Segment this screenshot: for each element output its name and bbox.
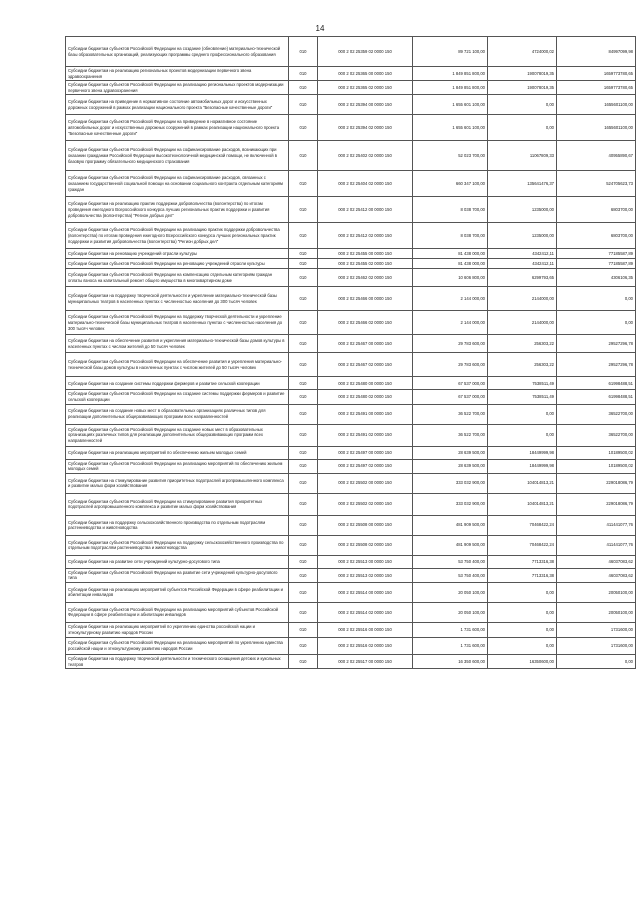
table-row	[66, 637, 636, 654]
row-plan: 2 144 000,00	[413, 287, 488, 311]
row-code: 010	[289, 582, 318, 602]
row-code: 010	[289, 249, 318, 259]
row-executed: 256303,22	[488, 353, 557, 377]
row-name: Субсидии бюджетам на реализацию мероприятий по обеспечению жильем молодых семей	[66, 446, 289, 459]
row-kbk: 000 2 02 25466 00 0000 150	[318, 287, 413, 311]
row-kbk: 000 2 02 25514 02 0000 150	[318, 602, 413, 622]
row-name: Субсидии бюджетам субъектов Российской Федерации на создание новых мест в образовательных организациях различных типов для реализации дополнительных общеразвивающих программ всех направленностей	[66, 424, 289, 446]
row-executed: 0,00	[488, 424, 557, 446]
row-code: 010	[289, 269, 318, 287]
row-executed: 0,00	[488, 95, 557, 115]
row-kbk: 000 2 02 25480 00 0000 150	[318, 377, 413, 390]
row-plan: 81 438 000,00	[413, 259, 488, 269]
table-body	[66, 37, 636, 669]
row-remaining: 46037083,62	[557, 555, 636, 568]
row-plan: 481 909 500,00	[413, 535, 488, 555]
row-plan: 8 038 700,00	[413, 223, 488, 249]
table-row	[66, 287, 636, 311]
row-executed: 70468422,24	[488, 515, 557, 535]
table-row	[66, 493, 636, 515]
row-remaining: 29527296,78	[557, 335, 636, 353]
row-executed: 11067809,33	[488, 141, 557, 171]
row-name: Субсидии бюджетам на создание новых мест в образовательных организациях различных типов для реализации дополнительных общеразвивающих программ всех направленностей	[66, 404, 289, 424]
row-code: 010	[289, 568, 318, 582]
row-executed: 16350600,00	[488, 654, 557, 668]
row-kbk: 000 2 02 25359 02 0000 150	[318, 37, 413, 67]
row-name: Субсидии бюджетам на поддержку творческой деятельности и технического оснащения детских и кукольных театров	[66, 654, 289, 668]
row-remaining: 1659773780,65	[557, 81, 636, 95]
table-row	[66, 37, 636, 67]
row-name: Субсидии бюджетам на реализацию мероприятий субъектов Российской Федерации в сфере реабилитации и абилитации инвалидов	[66, 582, 289, 602]
row-executed: 0,00	[488, 582, 557, 602]
row-remaining: 1655601100,00	[557, 115, 636, 141]
table-row	[66, 473, 636, 493]
row-executed: 0,00	[488, 622, 557, 637]
row-kbk: 000 2 02 25365 02 0000 150	[318, 81, 413, 95]
row-code: 010	[289, 654, 318, 668]
row-kbk: 000 2 02 25508 02 0000 150	[318, 535, 413, 555]
row-name: Субсидии бюджетам субъектов Российской Федерации на приведение в нормативное состояние автомобильных дорог и искусственных дорожных сооружений в рамках реализации национального проекта "Безопасные качественные дороги"	[66, 115, 289, 141]
row-code: 010	[289, 287, 318, 311]
row-plan: 1 849 851 800,00	[413, 67, 488, 81]
table-row	[66, 115, 636, 141]
row-code: 010	[289, 622, 318, 637]
row-name: Субсидии бюджетам на реализацию региональных проектов модернизации первичного звена здравоохранения	[66, 67, 289, 81]
row-plan: 29 783 600,00	[413, 353, 488, 377]
row-kbk: 000 2 02 25513 00 0000 150	[318, 555, 413, 568]
row-remaining: 4306106,35	[557, 269, 636, 287]
row-executed: 7538511,49	[488, 390, 557, 404]
table-row	[66, 446, 636, 459]
row-name: Субсидии бюджетам на реновацию учреждений отрасли культуры	[66, 249, 289, 259]
row-remaining: 84997099,98	[557, 37, 636, 67]
row-code: 010	[289, 81, 318, 95]
row-remaining: 411441077,76	[557, 515, 636, 535]
row-code: 010	[289, 171, 318, 197]
table-row	[66, 81, 636, 95]
row-name: Субсидии бюджетам субъектов Российской Федерации на реализацию мероприятий по обеспечению жильем молодых семей	[66, 459, 289, 473]
row-remaining: 229018086,79	[557, 493, 636, 515]
row-plan: 660 347 100,00	[413, 171, 488, 197]
row-remaining: 1655601100,00	[557, 95, 636, 115]
row-name: Субсидии бюджетам на стимулирование развития приоритетных подотраслей агропромышленного комплекса и развитие малых форм хозяйствования	[66, 473, 289, 493]
row-name: Субсидии бюджетам на поддержку творческой деятельности и укрепление материально-технической базы муниципальных театров в населенных пунктах с численностью населения до 300 тысяч человек	[66, 287, 289, 311]
row-code: 010	[289, 197, 318, 223]
row-plan: 481 909 500,00	[413, 515, 488, 535]
row-name: Субсидии бюджетам субъектов Российской Федерации на реновацию учреждений отрасли культуры	[66, 259, 289, 269]
row-name: Субсидии бюджетам субъектов Российской Федерации на поддержку творческой деятельности и укрепление материально-технической базы муниципальных театров в населенных пунктах с численностью населения до 300 тысяч человек	[66, 311, 289, 335]
row-plan: 20 050 100,00	[413, 582, 488, 602]
row-plan: 53 750 400,00	[413, 555, 488, 568]
row-remaining: 229018086,79	[557, 473, 636, 493]
row-executed: 2144000,00	[488, 287, 557, 311]
row-name: Субсидии бюджетам субъектов Российской Федерации на стимулирование развития приоритетных подотраслей агропромышленного комплекса и развитие малых форм хозяйствования	[66, 493, 289, 515]
row-plan: 20 050 100,00	[413, 602, 488, 622]
row-remaining: 77185587,89	[557, 259, 636, 269]
row-executed: 104014813,21	[488, 473, 557, 493]
row-code: 010	[289, 602, 318, 622]
row-remaining: 40955890,67	[557, 141, 636, 171]
row-code: 010	[289, 37, 318, 67]
row-executed: 18449999,98	[488, 446, 557, 459]
row-kbk: 000 2 02 25462 02 0000 150	[318, 269, 413, 287]
row-plan: 67 537 000,00	[413, 377, 488, 390]
row-remaining: 36522700,00	[557, 424, 636, 446]
row-code: 010	[289, 353, 318, 377]
row-kbk: 000 2 02 25394 02 0000 150	[318, 115, 413, 141]
row-plan: 36 522 700,00	[413, 424, 488, 446]
row-code: 010	[289, 555, 318, 568]
row-plan: 52 023 700,00	[413, 141, 488, 171]
row-kbk: 000 2 02 25402 02 0000 150	[318, 141, 413, 171]
row-plan: 1 731 600,00	[413, 637, 488, 654]
table-row	[66, 249, 636, 259]
row-plan: 53 750 400,00	[413, 568, 488, 582]
row-kbk: 000 2 02 25480 02 0000 150	[318, 390, 413, 404]
row-plan: 28 639 500,00	[413, 459, 488, 473]
table-row	[66, 602, 636, 622]
row-executed: 0,00	[488, 404, 557, 424]
row-remaining: 36522700,00	[557, 404, 636, 424]
row-code: 010	[289, 459, 318, 473]
row-code: 010	[289, 311, 318, 335]
row-remaining: 524705623,73	[557, 171, 636, 197]
row-remaining: 77185587,89	[557, 249, 636, 259]
row-kbk: 000 2 02 25394 00 0000 150	[318, 95, 413, 115]
row-plan: 8 038 700,00	[413, 197, 488, 223]
row-plan: 89 721 100,00	[413, 37, 488, 67]
row-name: Субсидии бюджетам на реализацию практик поддержки добровольчества (волонтерства) по итогам проведения ежегодного Всероссийского конкурса лучших региональных практик поддержки и развития добровольчества (волонтерства) "Регион добрых дел"	[66, 197, 289, 223]
row-name: Субсидии бюджетам субъектов Российской Федерации на создание системы поддержки фермеров и развитие сельской кооперации	[66, 390, 289, 404]
row-kbk: 000 2 02 25517 00 0000 150	[318, 654, 413, 668]
row-name: Субсидии бюджетам на развитие сети учреждений культурно-досугового типа	[66, 555, 289, 568]
table-row	[66, 390, 636, 404]
row-plan: 333 032 900,00	[413, 493, 488, 515]
row-remaining: 411441077,76	[557, 535, 636, 555]
row-name: Субсидии бюджетам субъектов Российской Федерации на компенсацию отдельным категориям граждан оплаты взноса на капитальный ремонт общего имущества в многоквартирном доме	[66, 269, 289, 287]
row-name: Субсидии бюджетам субъектов Российской Федерации на софинансирование расходов, связанных с оказанием государственной социальной помощи на основании социального контракта отдельным категориям граждан	[66, 171, 289, 197]
table-row	[66, 424, 636, 446]
row-name: Субсидии бюджетам субъектов Российской Федерации на реализацию мероприятий субъектов Российской Федерации в сфере реабилитации и абилитации инвалидов	[66, 602, 289, 622]
row-plan: 67 537 000,00	[413, 390, 488, 404]
row-remaining: 0,00	[557, 287, 636, 311]
row-code: 010	[289, 515, 318, 535]
row-plan: 81 438 000,00	[413, 249, 488, 259]
table-row	[66, 353, 636, 377]
row-remaining: 1731600,00	[557, 622, 636, 637]
row-name: Субсидии бюджетам субъектов Российской Федерации на развитие сети учреждений культурно-досугового типа	[66, 568, 289, 582]
row-kbk: 000 2 02 25516 00 0000 150	[318, 622, 413, 637]
row-kbk: 000 2 02 25508 00 0000 150	[318, 515, 413, 535]
row-name: Субсидии бюджетам субъектов Российской Федерации на реализацию практик поддержки добровольчества (волонтерства) по итогам проведения ежегодного Всероссийского конкурса лучших региональных практик поддержки и развития добровольчества (волонтерства) "Регион добрых дел"	[66, 223, 289, 249]
row-kbk: 000 2 02 25502 00 0000 150	[318, 473, 413, 493]
row-remaining: 46037083,62	[557, 568, 636, 582]
row-executed: 4724000,02	[488, 37, 557, 67]
table-row	[66, 95, 636, 115]
row-name: Субсидии бюджетам на реализацию мероприятий по укреплению единства российской нации и этнокультурному развитию народов России	[66, 622, 289, 637]
row-executed: 0,00	[488, 115, 557, 141]
row-kbk: 000 2 02 25466 02 0000 150	[318, 311, 413, 335]
row-code: 010	[289, 424, 318, 446]
row-executed: 1235000,00	[488, 197, 557, 223]
row-name: Субсидии бюджетам на приведение в нормативное состояние автомобильных дорог и искусственных дорожных сооружений в рамках реализации национального проекта "Безопасные качественные дороги"	[66, 95, 289, 115]
row-code: 010	[289, 335, 318, 353]
row-code: 010	[289, 377, 318, 390]
row-remaining: 6803700,00	[557, 197, 636, 223]
row-executed: 6299793,65	[488, 269, 557, 287]
table-row	[66, 377, 636, 390]
row-executed: 4342412,11	[488, 259, 557, 269]
row-code: 010	[289, 390, 318, 404]
row-remaining: 20050100,00	[557, 582, 636, 602]
row-plan: 2 144 000,00	[413, 311, 488, 335]
row-executed: 104014813,21	[488, 493, 557, 515]
row-name: Субсидии бюджетам субъектов Российской Федерации на создание (обновление) материально-технической базы образовательных организаций, реализующих программы среднего профессионального образования	[66, 37, 289, 67]
table-row	[66, 223, 636, 249]
row-executed: 0,00	[488, 637, 557, 654]
row-code: 010	[289, 404, 318, 424]
row-code: 010	[289, 473, 318, 493]
row-remaining: 1659773780,65	[557, 67, 636, 81]
row-kbk: 000 2 02 25455 02 0000 150	[318, 259, 413, 269]
row-remaining: 10189500,02	[557, 446, 636, 459]
row-kbk: 000 2 02 25412 02 0000 150	[318, 223, 413, 249]
row-kbk: 000 2 02 25412 00 0000 150	[318, 197, 413, 223]
row-remaining: 0,00	[557, 654, 636, 668]
row-kbk: 000 2 02 25497 00 0000 150	[318, 446, 413, 459]
row-plan: 1 655 601 100,00	[413, 95, 488, 115]
row-kbk: 000 2 02 25467 00 0000 150	[318, 335, 413, 353]
budget-execution-table	[65, 36, 636, 669]
row-remaining: 10189500,02	[557, 459, 636, 473]
row-plan: 1 655 601 100,00	[413, 115, 488, 141]
table-row	[66, 555, 636, 568]
table-row	[66, 141, 636, 171]
row-kbk: 000 2 02 25497 02 0000 150	[318, 459, 413, 473]
table-row	[66, 459, 636, 473]
row-executed: 190078019,35	[488, 67, 557, 81]
table-row	[66, 622, 636, 637]
table-row	[66, 654, 636, 668]
row-kbk: 000 2 02 25491 02 0000 150	[318, 424, 413, 446]
row-name: Субсидии бюджетам субъектов Российской Федерации на обеспечение развития и укрепления материально-технической базы домов культуры в населенных пунктах с числом жителей до 50 тысяч человек	[66, 353, 289, 377]
row-code: 010	[289, 141, 318, 171]
row-executed: 2144000,00	[488, 311, 557, 335]
row-name: Субсидии бюджетам на обеспечение развития и укрепления материально-технической базы домов культуры в населенных пунктах с числом жителей до 50 тысяч человек	[66, 335, 289, 353]
table-row	[66, 515, 636, 535]
row-executed: 256303,22	[488, 335, 557, 353]
row-remaining: 1731600,00	[557, 637, 636, 654]
row-name: Субсидии бюджетам субъектов Российской Федерации на реализацию региональных проектов модернизации первичного звена здравоохранения	[66, 81, 289, 95]
row-remaining: 61998488,51	[557, 377, 636, 390]
row-executed: 1235000,00	[488, 223, 557, 249]
row-code: 010	[289, 115, 318, 141]
table-row	[66, 67, 636, 81]
row-remaining: 29527296,78	[557, 353, 636, 377]
row-kbk: 000 2 02 25455 00 0000 150	[318, 249, 413, 259]
table-row	[66, 171, 636, 197]
row-executed: 135641476,37	[488, 171, 557, 197]
row-kbk: 000 2 02 25502 02 0000 150	[318, 493, 413, 515]
row-plan: 10 606 800,00	[413, 269, 488, 287]
row-executed: 7713316,38	[488, 555, 557, 568]
row-name: Субсидии бюджетам субъектов Российской Федерации на софинансирование расходов, возникающих при оказании гражданам Российской Федерации высокотехнологичной медицинской помощи, не включенной в базовую программу обязательного медицинского страхования	[66, 141, 289, 171]
row-executed: 70468422,24	[488, 535, 557, 555]
table-row	[66, 259, 636, 269]
row-kbk: 000 2 02 25513 02 0000 150	[318, 568, 413, 582]
row-kbk: 000 2 02 25516 02 0000 150	[318, 637, 413, 654]
table-row	[66, 568, 636, 582]
table-row	[66, 535, 636, 555]
table-row	[66, 335, 636, 353]
row-code: 010	[289, 95, 318, 115]
row-executed: 4342412,11	[488, 249, 557, 259]
row-kbk: 000 2 02 25467 02 0000 150	[318, 353, 413, 377]
row-name: Субсидии бюджетам на создание системы поддержки фермеров и развитие сельской кооперации	[66, 377, 289, 390]
row-remaining: 0,00	[557, 311, 636, 335]
row-name: Субсидии бюджетам субъектов Российской Федерации на реализацию мероприятий по укреплению единства российской нации и этнокультурному развитию народов России	[66, 637, 289, 654]
row-executed: 0,00	[488, 602, 557, 622]
row-code: 010	[289, 259, 318, 269]
table-row	[66, 582, 636, 602]
row-executed: 190078019,35	[488, 81, 557, 95]
row-plan: 36 522 700,00	[413, 404, 488, 424]
row-code: 010	[289, 223, 318, 249]
row-kbk: 000 2 02 25514 00 0000 150	[318, 582, 413, 602]
row-remaining: 61998488,51	[557, 390, 636, 404]
table-row	[66, 197, 636, 223]
row-plan: 1 731 600,00	[413, 622, 488, 637]
row-plan: 333 032 900,00	[413, 473, 488, 493]
row-code: 010	[289, 446, 318, 459]
table-row	[66, 269, 636, 287]
row-executed: 7538511,49	[488, 377, 557, 390]
row-name: Субсидии бюджетам на поддержку сельскохозяйственного производства по отдельным подотраслям растениеводства и животноводства	[66, 515, 289, 535]
table-row	[66, 311, 636, 335]
row-name: Субсидии бюджетам субъектов Российской Федерации на поддержку сельскохозяйственного производства по отдельным подотраслям растениеводства и животноводства	[66, 535, 289, 555]
row-plan: 1 849 851 800,00	[413, 81, 488, 95]
row-kbk: 000 2 02 25404 02 0000 150	[318, 171, 413, 197]
row-code: 010	[289, 67, 318, 81]
row-plan: 16 350 600,00	[413, 654, 488, 668]
row-plan: 29 783 600,00	[413, 335, 488, 353]
row-executed: 18449999,98	[488, 459, 557, 473]
row-remaining: 6803700,00	[557, 223, 636, 249]
row-code: 010	[289, 535, 318, 555]
row-remaining: 20050100,00	[557, 602, 636, 622]
page-number: 14	[315, 24, 325, 33]
table-row	[66, 404, 636, 424]
row-kbk: 000 2 02 25365 00 0000 150	[318, 67, 413, 81]
row-kbk: 000 2 02 25491 00 0000 150	[318, 404, 413, 424]
row-code: 010	[289, 637, 318, 654]
row-executed: 7713316,38	[488, 568, 557, 582]
row-code: 010	[289, 493, 318, 515]
row-plan: 28 639 500,00	[413, 446, 488, 459]
